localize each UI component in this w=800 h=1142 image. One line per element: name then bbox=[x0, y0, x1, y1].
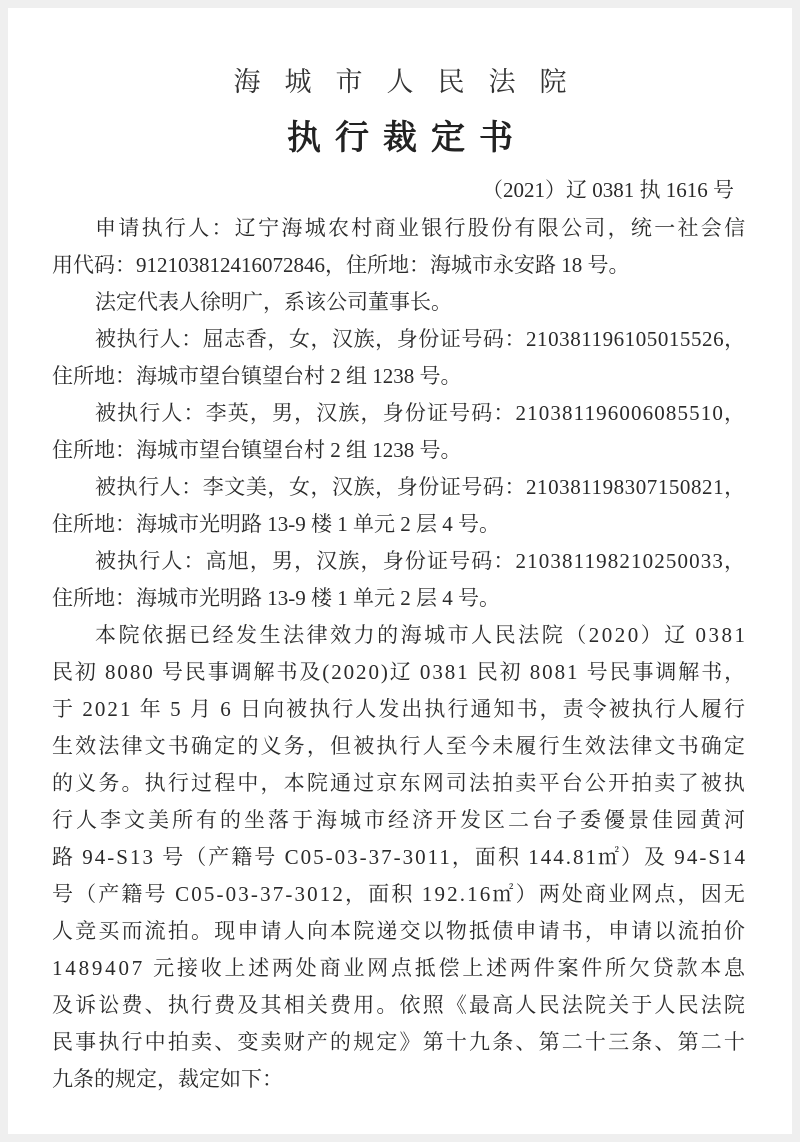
paragraph-6-line: 路 94-S13 号（产籍号 C05-03-37-3011，面积 144.81㎡）及 94-S14 bbox=[52, 845, 748, 869]
paragraph-6-line: 本院依据已经发生法律效力的海城市人民法院（2020）辽 0381 bbox=[95, 623, 748, 647]
paragraph-6-line: 民初 8080 号民事调解书及(2020)辽 0381 民初 8081 号民事调解书， bbox=[52, 660, 748, 684]
paragraph-6-line: 于 2021 年 5 月 6 日向被执行人发出执行通知书，责令被执行人履行 bbox=[52, 697, 747, 721]
paragraph-6-line: 的义务。执行过程中，本院通过京东网司法拍卖平台公开拍卖了被执 bbox=[52, 771, 748, 795]
paragraph-6-line: 及诉讼费、执行费及其相关费用。依照《最高人民法院关于人民法院 bbox=[52, 993, 748, 1017]
paragraph-0-line: 用代码：912103812416072846，住所地：海城市永安路 18 号。 bbox=[52, 253, 630, 277]
paragraph-1-line: 法定代表人徐明广，系该公司董事长。 bbox=[95, 290, 452, 314]
paragraph-6-line: 生效法律文书确定的义务，但被执行人至今未履行生效法律文书确定 bbox=[52, 734, 748, 758]
paragraph-6-line: 民事执行中拍卖、变卖财产的规定》第十九条、第二十三条、第二十 bbox=[52, 1030, 748, 1054]
paragraph-6-line: 人竞买而流拍。现申请人向本院递交以物抵债申请书，申请以流拍价 bbox=[52, 919, 748, 943]
paragraph-3-line: 被执行人：李英，男，汉族，身份证号码：210381196006085510， bbox=[95, 401, 747, 425]
paragraph-6-line: 行人李文美所有的坐落于海城市经济开发区二台子委優景佳园黄河 bbox=[52, 808, 748, 832]
document-title: 执行裁定书 bbox=[287, 120, 527, 157]
paragraph-4-line: 住所地：海城市光明路 13-9 楼 1 单元 2 层 4 号。 bbox=[52, 512, 500, 536]
paragraph-6-line: 九条的规定，裁定如下： bbox=[52, 1067, 283, 1091]
paragraph-2-line: 住所地：海城市望台镇望台村 2 组 1238 号。 bbox=[52, 364, 462, 388]
paragraph-4-line: 被执行人：李文美，女，汉族，身份证号码：210381198307150821， bbox=[95, 475, 746, 499]
paragraph-6-line: 1489407 元接收上述两处商业网点抵偿上述两件案件所欠贷款本息 bbox=[52, 956, 748, 980]
paragraph-0-line: 申请执行人：辽宁海城农村商业银行股份有限公司，统一社会信 bbox=[95, 216, 748, 240]
paragraph-5-line: 住所地：海城市光明路 13-9 楼 1 单元 2 层 4 号。 bbox=[52, 586, 500, 610]
paragraph-3-line: 住所地：海城市望台镇望台村 2 组 1238 号。 bbox=[52, 438, 462, 462]
paragraph-6-line: 号（产籍号 C05-03-37-3012，面积 192.16㎡）两处商业网点，因无 bbox=[52, 882, 747, 906]
paragraph-5-line: 被执行人：高旭，男，汉族，身份证号码：210381198210250033， bbox=[95, 549, 747, 573]
court-name: 海城市人民法院 bbox=[233, 67, 591, 97]
paragraph-2-line: 被执行人：屈志香，女，汉族，身份证号码：210381196105015526， bbox=[95, 327, 746, 351]
case-number: （2021）辽 0381 执 1616 号 bbox=[482, 178, 734, 202]
